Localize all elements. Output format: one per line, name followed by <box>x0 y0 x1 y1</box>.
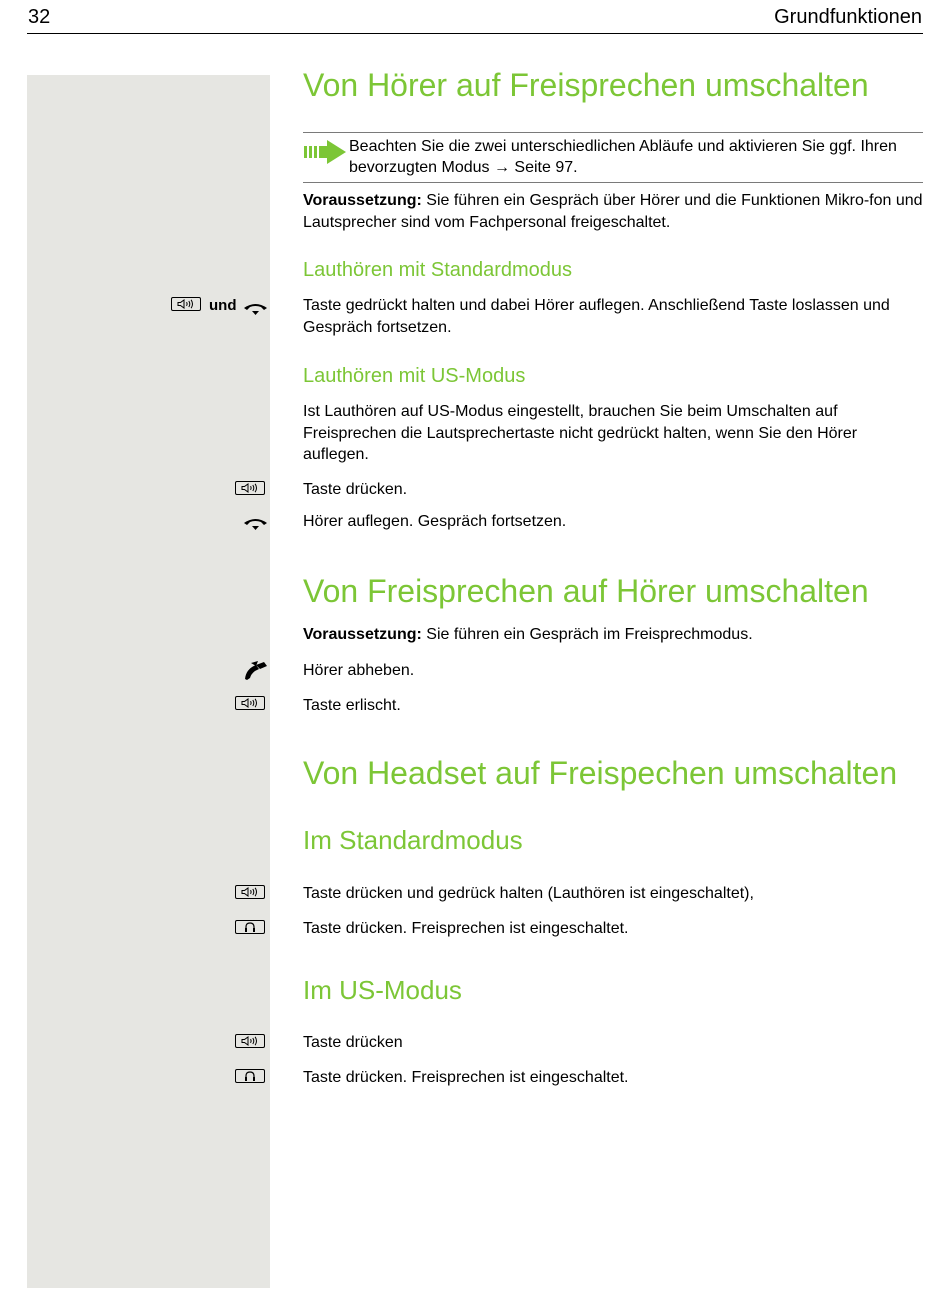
speaker-key-icon <box>235 1034 265 1048</box>
handset-hang-up-icon <box>242 301 269 316</box>
us-step-1: Taste drücken. <box>303 481 408 498</box>
headset-key-icon <box>235 920 265 934</box>
subheading-im-us-modus: Im US-Modus <box>303 975 462 1005</box>
sec2-step-2: Taste erlischt. <box>303 697 401 714</box>
subheading-standard-mode: Lauthören mit Standardmodus <box>303 259 573 281</box>
header-divider <box>27 33 923 34</box>
prerequisite-label-2: Voraussetzung: <box>303 626 422 643</box>
speaker-key-icon <box>171 297 201 311</box>
sec3-us-step-1: Taste drücken <box>303 1034 403 1051</box>
subheading-im-standardmodus: Im Standardmodus <box>303 825 523 855</box>
prerequisite-paragraph-2 <box>303 624 923 646</box>
icon-margin-column <box>27 75 270 1288</box>
headset-key-icon <box>235 1069 265 1083</box>
note-arrow-icon <box>304 140 346 164</box>
speaker-key-icon <box>235 885 265 899</box>
sec3-us-step-2: Taste drücken. Freisprechen ist eingeschaltet. <box>303 1069 629 1086</box>
us-step-2: Hörer auflegen. Gespräch fortsetzen. <box>303 513 567 530</box>
section-title: Grundfunktionen <box>774 6 922 28</box>
note-text: Beachten Sie die zwei unterschiedlichen Abläufe und aktivieren Sie ggf. Ihren bevorzugten Modus → Seite 97. <box>349 138 897 176</box>
prerequisite-text: Sie führen ein Gespräch über Hörer und die Funktionen Mikro-fon und Lautsprecher sind vom Fachpersonal freigeschaltet. <box>303 192 923 231</box>
prerequisite-paragraph <box>303 190 923 233</box>
us-mode-intro: Ist Lauthören auf US-Modus eingestellt, brauchen Sie beim Umschalten auf Freisprechen die Lautsprechertaste nicht gedrückt halten, wenn Sie den Hörer auflegen. <box>303 403 858 463</box>
und-label: und <box>209 297 237 314</box>
sec3-standard-step-2: Taste drücken. Freisprechen ist eingeschaltet. <box>303 920 629 937</box>
standard-step-text: Taste gedrückt halten und dabei Hörer auflegen. Anschließend Taste loslassen und Gespräch fortsetzen. <box>303 297 890 336</box>
note-rule-top <box>303 132 923 133</box>
section-heading-speaker-to-handset: Von Freisprechen auf Hörer umschalten <box>303 573 869 609</box>
handset-lift-icon <box>242 660 269 682</box>
speaker-key-icon <box>235 696 265 710</box>
prerequisite-text-2: Sie führen ein Gespräch im Freisprechmodus. <box>421 626 753 643</box>
section-heading-headset-to-speaker: Von Headset auf Freispechen umschalten <box>303 755 898 791</box>
note-rule-bottom <box>303 182 923 183</box>
handset-hang-up-icon <box>242 516 269 531</box>
speaker-key-icon <box>235 481 265 495</box>
prerequisite-label: Voraussetzung: <box>303 192 422 209</box>
subheading-us-mode: Lauthören mit US-Modus <box>303 365 526 387</box>
sec3-standard-step-1: Taste drücken und gedrück halten (Lauthören ist eingeschaltet), <box>303 885 754 902</box>
section-heading-handset-to-speaker: Von Hörer auf Freisprechen umschalten <box>303 67 869 103</box>
page-number: 32 <box>28 6 51 28</box>
sec2-step-1: Hörer abheben. <box>303 662 415 679</box>
